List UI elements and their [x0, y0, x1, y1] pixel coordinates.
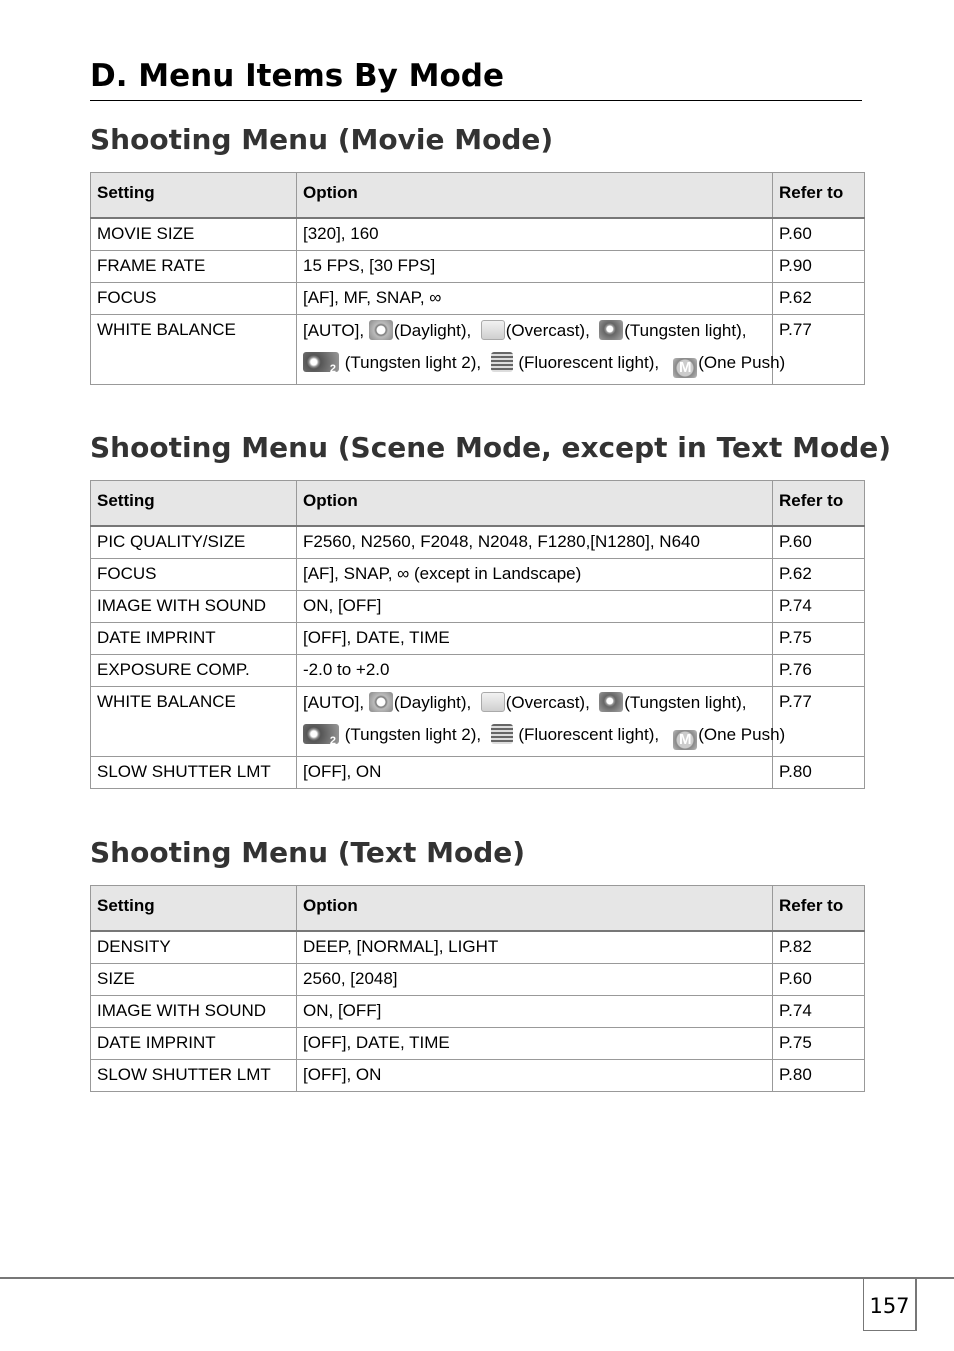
setting-cell: DATE IMPRINT [91, 1028, 297, 1060]
setting-cell: WHITE BALANCE [91, 687, 297, 757]
refer-cell: P.77 [773, 687, 865, 757]
table-row [91, 623, 865, 655]
white-balance-options [297, 687, 786, 757]
table-row [91, 1028, 865, 1060]
option-cell: [AF], MF, SNAP, ∞ [297, 283, 773, 315]
wb-overcast: (Overcast), [505, 321, 590, 340]
refer-cell: P.75 [773, 623, 865, 655]
refer-cell: P.80 [773, 757, 865, 789]
column-header-refer: Refer to [773, 173, 865, 219]
table-header-row [91, 886, 865, 932]
fluorescent-light-icon [491, 352, 513, 372]
table-row [91, 996, 865, 1028]
section-title-scene-mode: Shooting Menu (Scene Mode, except in Text Mode) [90, 431, 892, 464]
option-cell: [320], 160 [297, 218, 773, 251]
setting-cell: FOCUS [91, 559, 297, 591]
page-heading: D. Menu Items By Mode [90, 56, 862, 101]
refer-cell: P.80 [773, 1060, 865, 1092]
setting-cell: FRAME RATE [91, 251, 297, 283]
setting-cell: WHITE BALANCE [91, 315, 297, 385]
table-header-row [91, 173, 865, 219]
table-row-white-balance [91, 315, 865, 385]
wb-tungsten: (Tungsten light), [624, 321, 747, 340]
wb-auto: [AUTO], [303, 693, 369, 712]
tungsten-light-icon [599, 692, 623, 712]
setting-cell: DATE IMPRINT [91, 623, 297, 655]
option-cell: F2560, N2560, F2048, N2048, F1280,[N1280], N640 [297, 526, 773, 559]
table-row [91, 251, 865, 283]
setting-cell: DENSITY [91, 931, 297, 964]
footer-rule [0, 1277, 954, 1279]
wb-fluorescent: (Fluorescent light), [518, 725, 660, 744]
tungsten-light-icon [599, 320, 623, 340]
setting-cell: SLOW SHUTTER LMT [91, 1060, 297, 1092]
option-cell: DEEP, [NORMAL], LIGHT [297, 931, 773, 964]
wb-one-push: (One Push) [698, 725, 786, 744]
column-header-option: Option [297, 886, 773, 932]
table-row [91, 757, 865, 789]
refer-cell: P.77 [773, 315, 865, 385]
refer-cell: P.74 [773, 996, 865, 1028]
option-cell: ON, [OFF] [297, 591, 773, 623]
movie-mode-table [90, 172, 865, 385]
white-balance-line-2 [303, 719, 786, 751]
table-row [91, 283, 865, 315]
setting-cell: PIC QUALITY/SIZE [91, 526, 297, 559]
text-mode-table [90, 885, 865, 1092]
table-row [91, 218, 865, 251]
column-header-setting: Setting [91, 481, 297, 527]
wb-tungsten: (Tungsten light), [624, 693, 747, 712]
tungsten-light-2-icon [303, 724, 339, 744]
scene-mode-table [90, 480, 865, 789]
table-header-row [91, 481, 865, 527]
section-title-movie-mode: Shooting Menu (Movie Mode) [90, 123, 554, 156]
option-cell: [AF], SNAP, ∞ (except in Landscape) [297, 559, 773, 591]
refer-cell: P.62 [773, 283, 865, 315]
overcast-icon [481, 320, 505, 340]
section-title-text-mode: Shooting Menu (Text Mode) [90, 836, 526, 869]
option-cell: -2.0 to +2.0 [297, 655, 773, 687]
setting-cell: IMAGE WITH SOUND [91, 591, 297, 623]
column-header-setting: Setting [91, 886, 297, 932]
table-row [91, 931, 865, 964]
refer-cell: P.74 [773, 591, 865, 623]
wb-one-push: (One Push) [698, 353, 786, 372]
table-row [91, 964, 865, 996]
wb-daylight: (Daylight), [393, 321, 472, 340]
column-header-refer: Refer to [773, 886, 865, 932]
one-push-icon: M [673, 358, 697, 378]
setting-cell: MOVIE SIZE [91, 218, 297, 251]
setting-cell: SIZE [91, 964, 297, 996]
wb-daylight: (Daylight), [393, 693, 472, 712]
page-number-box [863, 1277, 917, 1331]
white-balance-line-1 [303, 687, 766, 719]
table-row [91, 591, 865, 623]
wb-fluorescent: (Fluorescent light), [518, 353, 660, 372]
column-header-option: Option [297, 481, 773, 527]
wb-tungsten-2: (Tungsten light 2), [344, 353, 482, 372]
white-balance-line-1 [303, 315, 766, 347]
column-header-option: Option [297, 173, 773, 219]
table-row [91, 1060, 865, 1092]
option-cell: 2560, [2048] [297, 964, 773, 996]
column-header-setting: Setting [91, 173, 297, 219]
option-cell: [OFF], ON [297, 1060, 773, 1092]
refer-cell: P.90 [773, 251, 865, 283]
wb-tungsten-2: (Tungsten light 2), [344, 725, 482, 744]
option-cell: 15 FPS, [30 FPS] [297, 251, 773, 283]
table-row [91, 559, 865, 591]
option-cell: ON, [OFF] [297, 996, 773, 1028]
option-cell: [OFF], DATE, TIME [297, 1028, 773, 1060]
refer-cell: P.76 [773, 655, 865, 687]
daylight-icon [369, 320, 393, 340]
tungsten-light-2-icon [303, 352, 339, 372]
table-row-white-balance [91, 687, 865, 757]
wb-auto: [AUTO], [303, 321, 369, 340]
table-row [91, 655, 865, 687]
setting-cell: FOCUS [91, 283, 297, 315]
table-row [91, 526, 865, 559]
refer-cell: P.62 [773, 559, 865, 591]
option-cell: [OFF], DATE, TIME [297, 623, 773, 655]
refer-cell: P.60 [773, 526, 865, 559]
setting-cell: IMAGE WITH SOUND [91, 996, 297, 1028]
fluorescent-light-icon [491, 724, 513, 744]
refer-cell: P.82 [773, 931, 865, 964]
daylight-icon [369, 692, 393, 712]
column-header-refer: Refer to [773, 481, 865, 527]
setting-cell: EXPOSURE COMP. [91, 655, 297, 687]
white-balance-line-2 [303, 347, 786, 379]
page-number: 157 [869, 1294, 910, 1318]
refer-cell: P.75 [773, 1028, 865, 1060]
wb-overcast: (Overcast), [505, 693, 590, 712]
white-balance-options [297, 315, 786, 385]
refer-cell: P.60 [773, 218, 865, 251]
overcast-icon [481, 692, 505, 712]
refer-cell: P.60 [773, 964, 865, 996]
one-push-icon: M [673, 730, 697, 750]
option-cell: [OFF], ON [297, 757, 773, 789]
setting-cell: SLOW SHUTTER LMT [91, 757, 297, 789]
